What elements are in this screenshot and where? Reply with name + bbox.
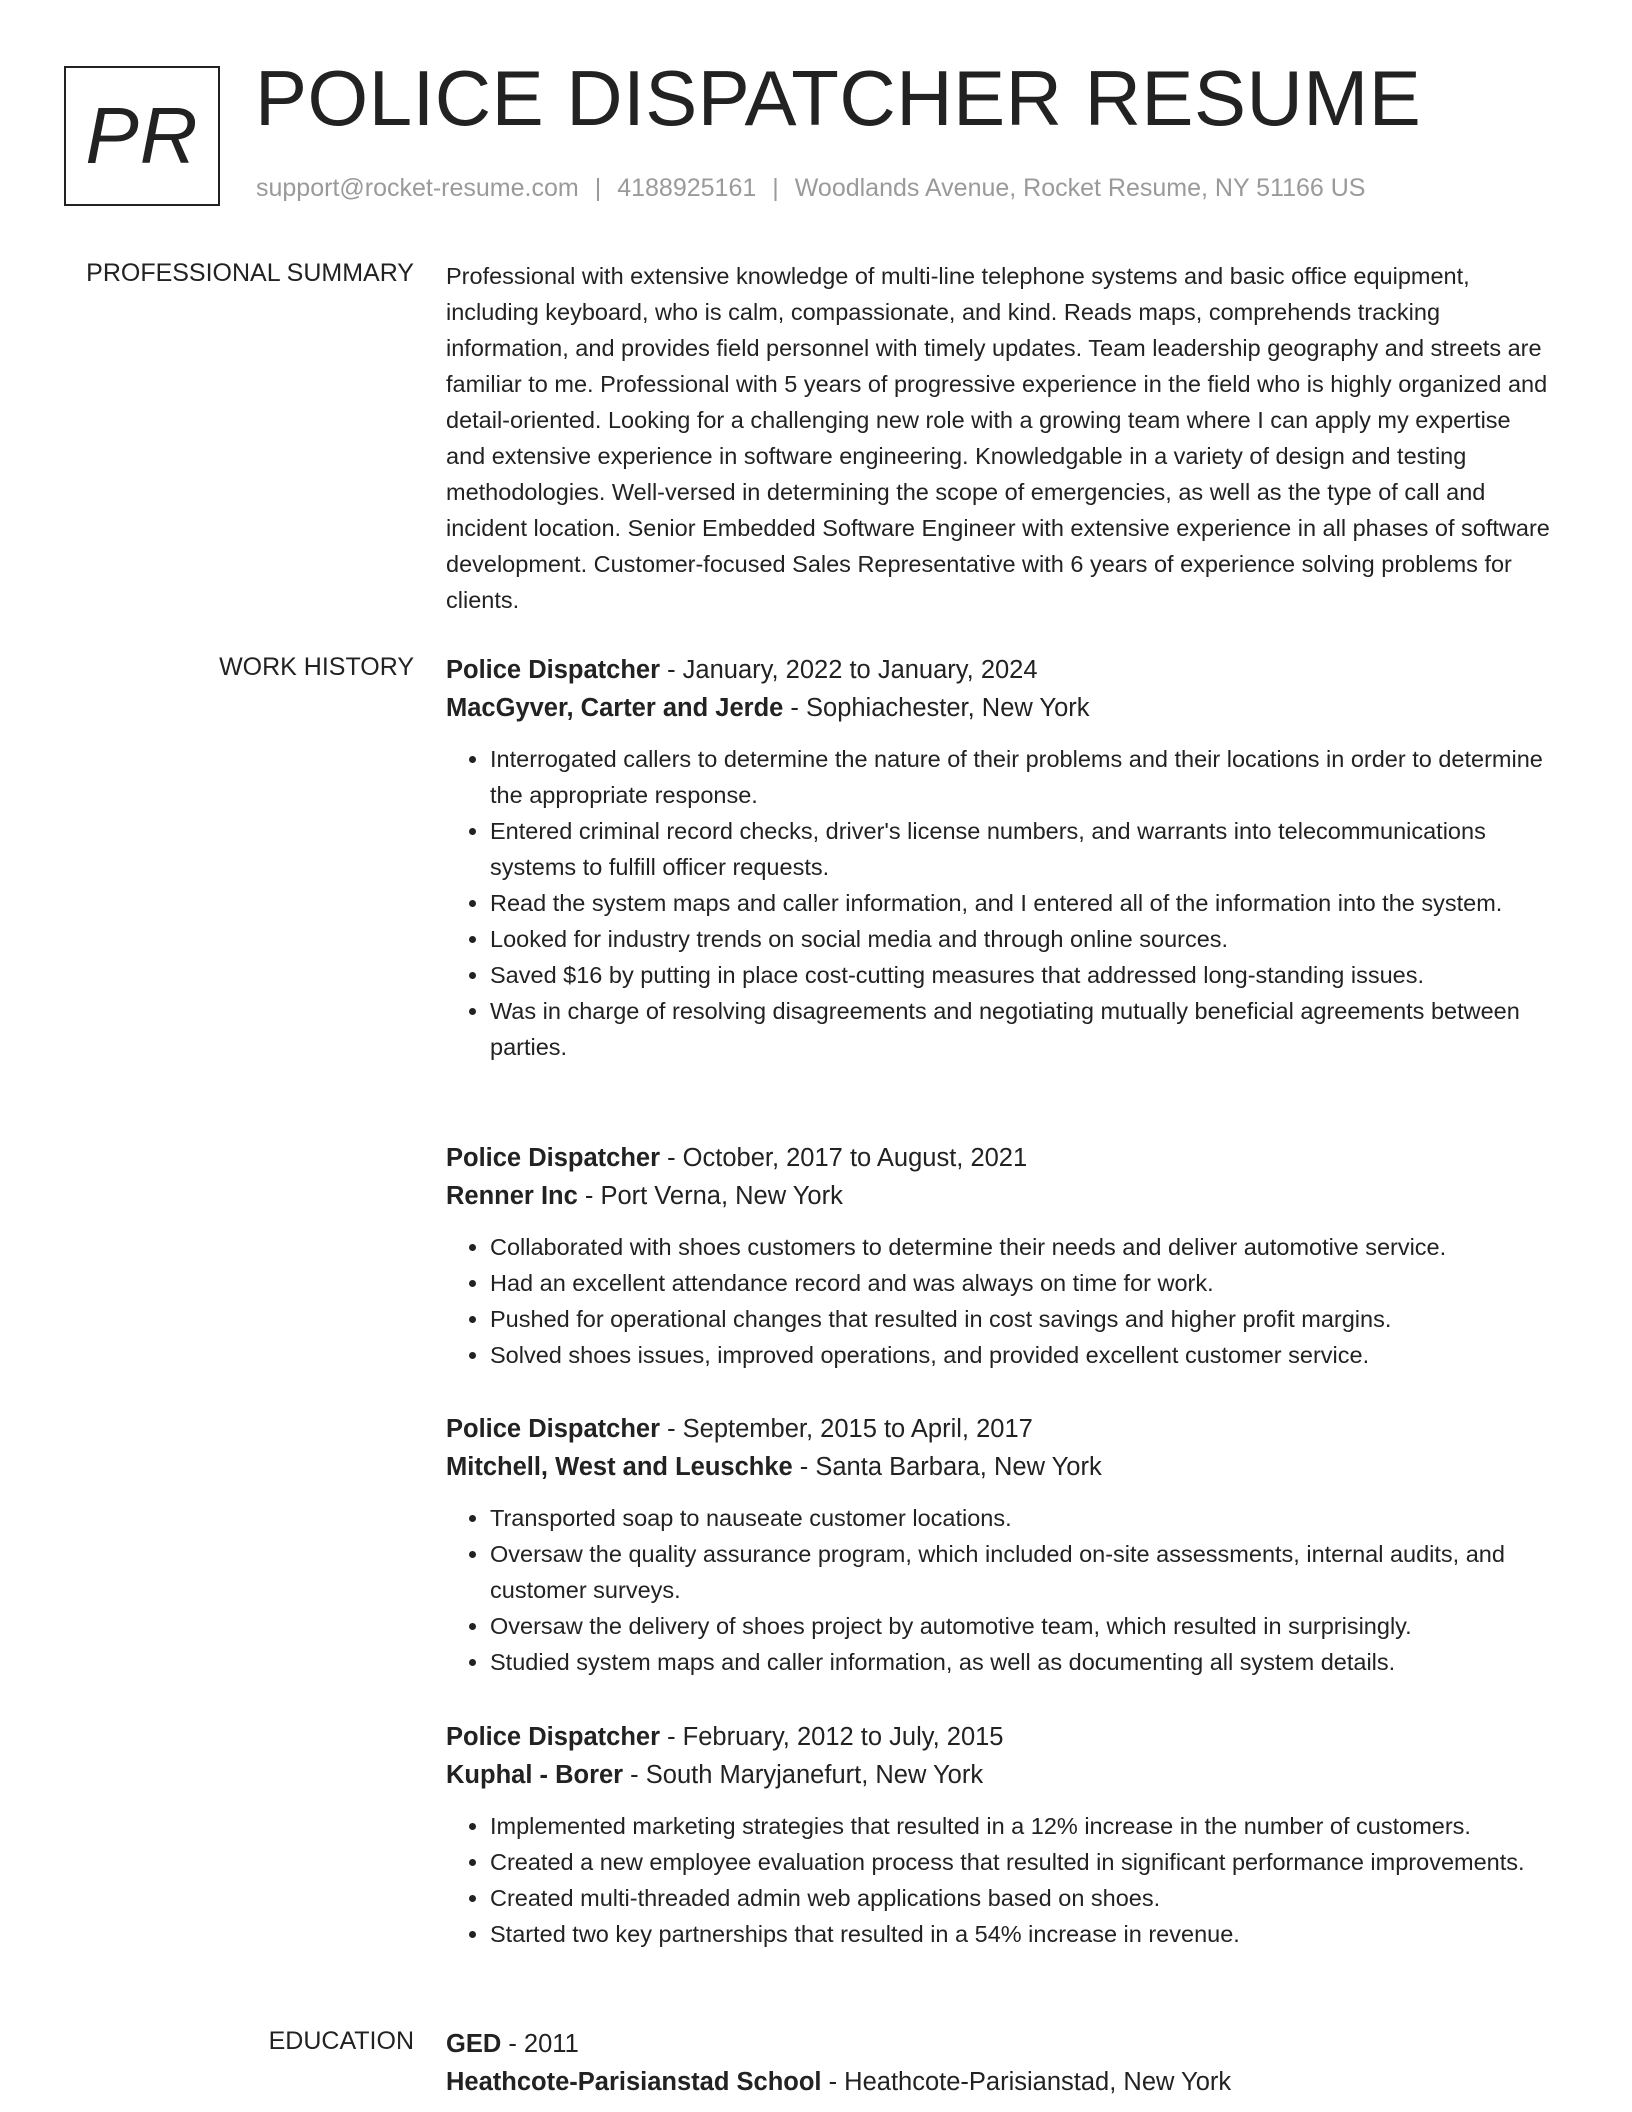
initials-monogram: PR (64, 66, 220, 206)
contact-separator: | (772, 174, 779, 202)
job-bullet: • Interrogated callers to determine the nature of their problems and their locations in order to determine the appropriate response. (490, 741, 1556, 813)
job-dates: - October, 2017 to August, 2021 (660, 1144, 1028, 1172)
job-bullet: • Created multi-threaded admin web applications based on shoes. (490, 1880, 1556, 1916)
job-bullet: • Created a new employee evaluation process that resulted in significant performance improvements. (490, 1844, 1556, 1880)
contact-separator: | (594, 174, 602, 202)
section-label-education: EDUCATION (268, 2027, 414, 2055)
job-entry (446, 1718, 1556, 1952)
job-entry (446, 1410, 1556, 1680)
education-school: Heathcote-Parisianstad School (446, 2068, 822, 2096)
contact-email: support@rocket-resume.com (256, 174, 579, 202)
professional-summary: Professional with extensive knowledge of multi-line telephone systems and basic office equipment, including keyboard, who is calm, compassionate, and kind. Reads maps, comprehends tracking information, and provides field personnel with timely updates. Team leadership geography and streets are familiar to me. Professional with 5 years of progressive experience in the field who is highly organized and detail-oriented. Looking for a challenging new role with a growing team where I can apply my expertise and extensive experience in software engineering. Knowledgable in a variety of design and testing methodologies. Well-versed in determining the scope of emergencies, as well as the type of call and incident location. Senior Embedded Software Engineer with extensive experience in all phases of software development. Customer-focused Sales Representative with 6 years of experience solving problems for clients. (446, 263, 1550, 613)
job-bullet: • Implemented marketing strategies that resulted in a 12% increase in the number of customers. (490, 1808, 1556, 1844)
job-bullets (446, 1808, 1556, 1952)
section-label-work-history: WORK HISTORY (219, 653, 414, 681)
job-bullet: • Oversaw the delivery of shoes project by automotive team, which resulted in surprisingly. (490, 1608, 1556, 1644)
job-entry (446, 651, 1556, 1065)
job-dates: - September, 2015 to April, 2017 (660, 1415, 1033, 1443)
job-bullets (446, 1500, 1556, 1680)
resume-title: POLICE DISPATCHER RESUME (255, 54, 1422, 142)
job-location: - Sophiachester, New York (783, 694, 1090, 722)
contact-line (256, 174, 1365, 203)
job-title-line (446, 1718, 1556, 1756)
job-company-line (446, 1177, 1556, 1215)
job-dates: - January, 2022 to January, 2024 (660, 656, 1038, 684)
job-title: Police Dispatcher (446, 1144, 660, 1172)
job-title: Police Dispatcher (446, 1415, 660, 1443)
job-location: - Santa Barbara, New York (792, 1453, 1102, 1481)
job-bullet: • Pushed for operational changes that resulted in cost savings and higher profit margins. (490, 1301, 1556, 1337)
job-dates: - February, 2012 to July, 2015 (660, 1723, 1004, 1751)
job-bullet: • Started two key partnerships that resulted in a 54% increase in revenue. (490, 1916, 1556, 1952)
job-bullets (446, 741, 1556, 1065)
contact-phone: 4188925161 (617, 174, 757, 202)
education-entry (446, 2025, 1556, 2101)
job-bullets (446, 1229, 1556, 1373)
job-bullet: • Studied system maps and caller information, as well as documenting all system details. (490, 1644, 1556, 1680)
education-location: - Heathcote-Parisianstad, New York (821, 2068, 1232, 2096)
job-bullet: • Entered criminal record checks, driver's license numbers, and warrants into telecommunications systems to fulfill officer requests. (490, 813, 1556, 885)
contact-address: Woodlands Avenue, Rocket Resume, NY 51166 US (794, 174, 1366, 202)
job-entry (446, 1139, 1556, 1373)
job-company: MacGyver, Carter and Jerde (446, 694, 784, 722)
job-company: Mitchell, West and Leuschke (446, 1453, 793, 1481)
section-label-summary: PROFESSIONAL SUMMARY (86, 259, 414, 287)
job-title-line (446, 1410, 1556, 1448)
job-company-line (446, 1756, 1556, 1794)
job-bullet: • Had an excellent attendance record and was always on time for work. (490, 1265, 1556, 1301)
job-title: Police Dispatcher (446, 1723, 660, 1751)
job-bullet: • Read the system maps and caller information, and I entered all of the information into the system. (490, 885, 1556, 921)
education-year: - 2011 (501, 2030, 579, 2058)
education-degree-line (446, 2025, 1556, 2063)
job-bullet: • Was in charge of resolving disagreements and negotiating mutually beneficial agreements between parties. (490, 993, 1556, 1065)
job-company-line (446, 689, 1556, 727)
job-company: Renner Inc (446, 1182, 578, 1210)
job-company-line (446, 1448, 1556, 1486)
education-school-line (446, 2063, 1556, 2101)
job-bullet: • Oversaw the quality assurance program, which included on-site assessments, internal audits, and customer surveys. (490, 1536, 1556, 1608)
job-bullet: • Saved $16 by putting in place cost-cutting measures that addressed long-standing issues. (490, 957, 1556, 993)
education-degree: GED (446, 2030, 502, 2058)
job-title-line (446, 1139, 1556, 1177)
job-location: - South Maryjanefurt, New York (623, 1761, 984, 1789)
job-bullet: • Collaborated with shoes customers to determine their needs and deliver automotive service. (490, 1229, 1556, 1265)
job-bullet: • Looked for industry trends on social media and through online sources. (490, 921, 1556, 957)
job-bullet: • Transported soap to nauseate customer locations. (490, 1500, 1556, 1536)
job-title: Police Dispatcher (446, 656, 660, 684)
job-title-line (446, 651, 1556, 689)
job-location: - Port Verna, New York (577, 1182, 843, 1210)
job-company: Kuphal - Borer (446, 1761, 624, 1789)
job-bullet: • Solved shoes issues, improved operations, and provided excellent customer service. (490, 1337, 1556, 1373)
